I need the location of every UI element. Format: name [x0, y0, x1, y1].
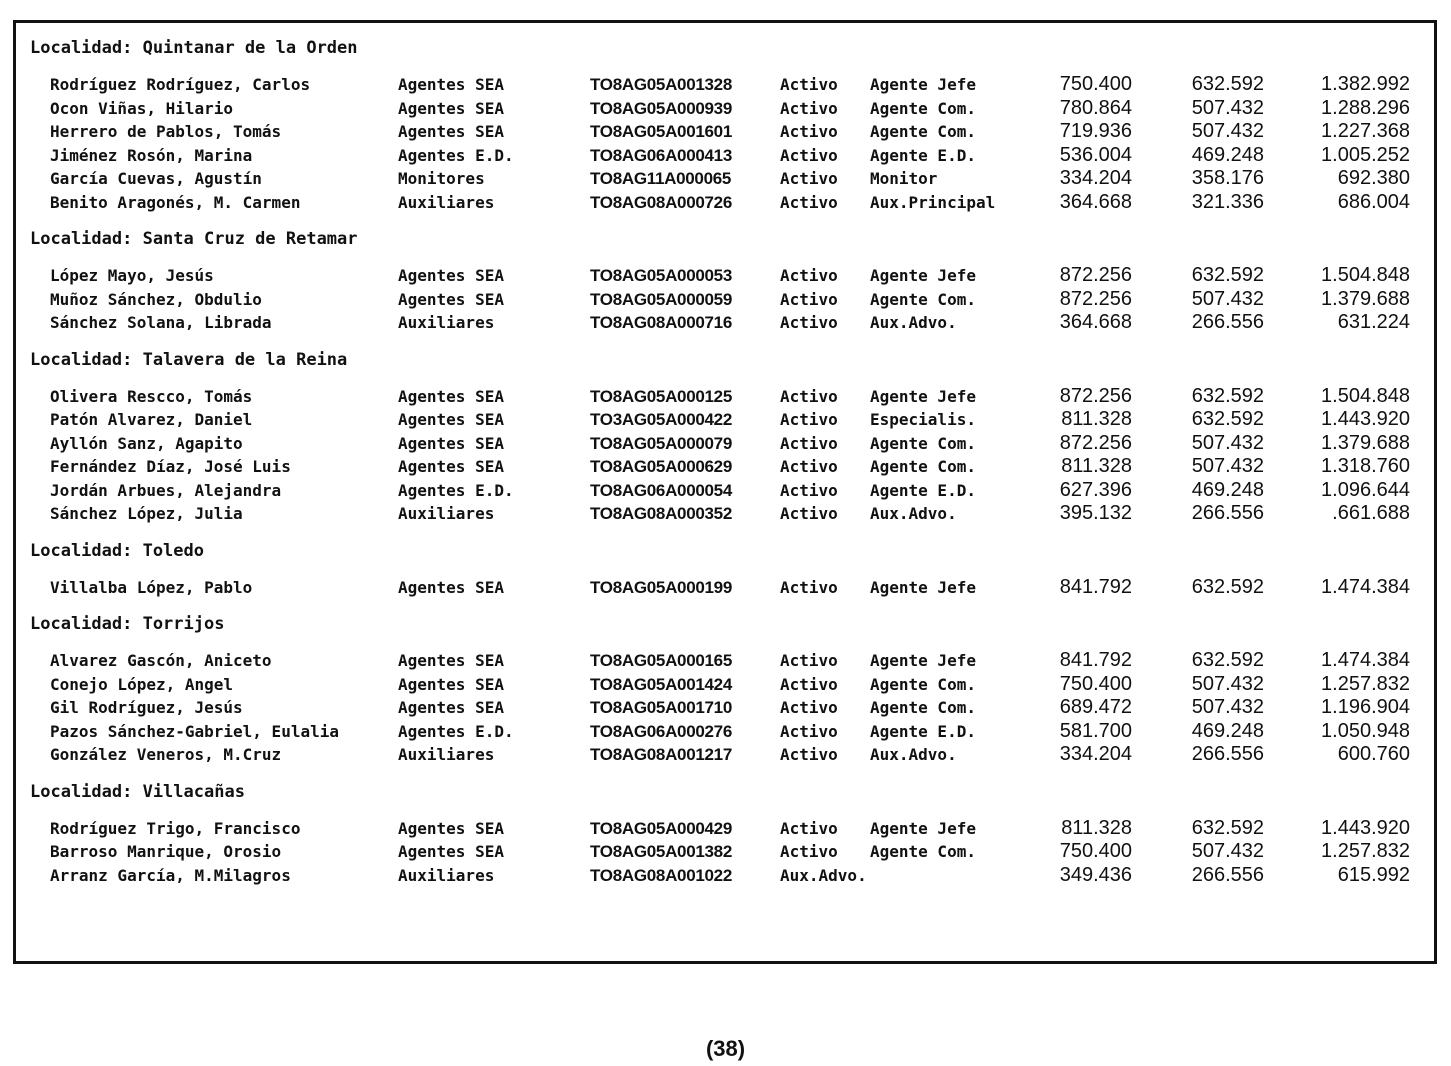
amount-total: 1.318.760 — [1321, 455, 1410, 477]
amount-supplement: 469.248 — [1191, 143, 1264, 166]
employee-name: Arranz García, M.Milagros — [50, 865, 291, 885]
employee-name: Alvarez Gascón, Aniceto — [50, 651, 272, 670]
job-title: Especialis. — [870, 410, 976, 429]
job-title: Agente E.D. — [870, 721, 976, 741]
amount-supplement: 321.336 — [1191, 190, 1264, 213]
table-row — [30, 432, 1430, 456]
employee-name: Fernández Díaz, José Luis — [50, 457, 291, 476]
amount-base: 841.792 — [1059, 649, 1132, 671]
employee-name: Herrero de Pablos, Tomás — [50, 122, 282, 141]
employment-status: Activo — [780, 433, 838, 453]
employment-status: Activo — [780, 386, 838, 406]
position-code: TO8AG05A000199 — [590, 577, 732, 597]
position-code: TO8AG08A001217 — [590, 745, 732, 764]
amount-total: 1.257.832 — [1321, 840, 1410, 862]
amount-base: 349.436 — [1059, 863, 1132, 886]
amount-total: 1.382.992 — [1321, 73, 1410, 95]
amount-base: 364.668 — [1059, 311, 1132, 333]
position-code: TO8AG05A000125 — [590, 386, 732, 406]
table-row — [30, 840, 1430, 864]
amount-supplement: 632.592 — [1191, 816, 1264, 839]
amount-total: 600.760 — [1337, 743, 1410, 765]
job-title: Agente Jefe — [870, 818, 976, 838]
table-row — [30, 167, 1430, 191]
job-title: Agente Jefe — [870, 266, 976, 285]
employment-status: Activo — [780, 674, 838, 694]
employee-name: Sánchez López, Julia — [50, 504, 243, 523]
locality-heading: Localidad: Quintanar de la Orden — [30, 38, 358, 58]
staff-group: Agentes SEA — [398, 98, 504, 118]
locality-rows — [30, 817, 1430, 888]
position-code: TO8AG06A000276 — [590, 721, 732, 741]
amount-total: 1.504.848 — [1321, 264, 1410, 286]
locality-heading: Localidad: Toledo — [30, 540, 204, 561]
employment-status: Activo — [780, 651, 838, 670]
position-code: TO8AG05A001382 — [590, 842, 732, 861]
amount-supplement: 507.432 — [1191, 96, 1264, 119]
job-title: Aux.Advo. — [870, 504, 957, 523]
employee-name: Gil Rodríguez, Jesús — [50, 698, 243, 717]
amount-supplement: 266.556 — [1191, 311, 1264, 333]
table-row — [30, 673, 1430, 697]
job-title: Agente E.D. — [870, 145, 976, 165]
employee-name: Jiménez Rosón, Marina — [50, 145, 253, 165]
staff-group: Auxiliares — [398, 745, 495, 764]
staff-group: Agentes SEA — [398, 289, 504, 309]
employee-name: Pazos Sánchez-Gabriel, Eulalia — [50, 721, 339, 741]
amount-base: 841.792 — [1059, 575, 1132, 598]
staff-group: Agentes SEA — [398, 651, 504, 670]
table-row — [30, 191, 1430, 215]
amount-supplement: 632.592 — [1191, 384, 1264, 407]
employee-name: Sánchez Solana, Librada — [50, 313, 272, 332]
job-title: Agente Com. — [870, 842, 976, 861]
amount-supplement: 632.592 — [1191, 408, 1264, 430]
job-title: Agente Com. — [870, 457, 976, 476]
staff-group: Agentes E.D. — [398, 721, 514, 741]
amount-total: 1.227.368 — [1321, 120, 1410, 142]
amount-total: 1.474.384 — [1321, 649, 1410, 671]
staff-group: Agentes SEA — [398, 818, 504, 838]
locality-rows — [30, 576, 1430, 600]
job-title: Agente Com. — [870, 674, 976, 694]
position-code: TO3AG05A000422 — [590, 410, 732, 429]
table-row — [30, 743, 1430, 767]
amount-total: 692.380 — [1337, 167, 1410, 189]
staff-group: Agentes SEA — [398, 457, 504, 476]
table-row — [30, 817, 1430, 841]
locality-rows — [30, 649, 1430, 767]
job-title: Agente Com. — [870, 122, 976, 141]
amount-total: 1.504.848 — [1321, 384, 1410, 407]
employee-name: Ayllón Sanz, Agapito — [50, 433, 243, 453]
employment-status: Activo — [780, 75, 838, 94]
job-title: Aux.Principal — [870, 192, 996, 212]
employment-status: Activo — [780, 122, 838, 141]
amount-base: 780.864 — [1059, 96, 1132, 119]
table-row — [30, 696, 1430, 720]
position-code: TO8AG06A000413 — [590, 145, 732, 165]
employee-name: Ocon Viñas, Hilario — [50, 98, 234, 118]
job-title: Agente Jefe — [870, 386, 976, 406]
position-code: TO8AG08A000726 — [590, 192, 732, 212]
employment-status: Activo — [780, 289, 838, 309]
amount-total: .661.688 — [1332, 502, 1410, 524]
table-row — [30, 97, 1430, 121]
employment-status: Activo — [780, 313, 838, 332]
position-code: TO8AG05A001601 — [590, 122, 732, 141]
amount-supplement: 507.432 — [1191, 840, 1264, 862]
table-row — [30, 864, 1430, 888]
amount-base: 334.204 — [1059, 743, 1132, 765]
employee-name: Benito Aragonés, M. Carmen — [50, 192, 301, 212]
amount-base: 536.004 — [1059, 143, 1132, 166]
amount-supplement: 507.432 — [1191, 672, 1264, 695]
staff-group: Agentes SEA — [398, 842, 504, 861]
locality-heading: Localidad: Santa Cruz de Retamar — [30, 229, 358, 249]
amount-total: 1.379.688 — [1321, 287, 1410, 310]
job-title: Agente Com. — [870, 698, 976, 717]
table-row — [30, 720, 1430, 744]
employment-status: Activo — [780, 577, 838, 597]
amount-supplement: 469.248 — [1191, 719, 1264, 742]
table-row — [30, 455, 1430, 479]
amount-total: 1.443.920 — [1321, 408, 1410, 430]
staff-group: Agentes SEA — [398, 386, 504, 406]
job-title: Aux.Advo. — [870, 313, 957, 332]
staff-group: Agentes SEA — [398, 122, 504, 141]
amount-total: 1.257.832 — [1321, 672, 1410, 695]
amount-supplement: 632.592 — [1191, 264, 1264, 286]
employment-status: Aux.Advo. — [780, 865, 867, 885]
amount-base: 811.328 — [1061, 816, 1132, 839]
position-code: TO8AG05A000059 — [590, 289, 732, 309]
staff-group: Agentes SEA — [398, 75, 504, 94]
amount-base: 811.328 — [1061, 455, 1132, 477]
amount-total: 615.992 — [1337, 863, 1410, 886]
employment-status: Activo — [780, 410, 838, 429]
job-title: Aux.Advo. — [870, 745, 957, 764]
employee-name: Jordán Arbues, Alejandra — [50, 480, 282, 500]
amount-total: 1.288.296 — [1321, 96, 1410, 119]
amount-base: 689.472 — [1059, 696, 1132, 718]
table-row — [30, 144, 1430, 168]
job-title: Agente Jefe — [870, 577, 976, 597]
position-code: TO8AG06A000054 — [590, 480, 732, 500]
table-row — [30, 264, 1430, 288]
employment-status: Activo — [780, 98, 838, 118]
personnel-listing — [30, 35, 1430, 899]
table-row — [30, 479, 1430, 503]
table-row — [30, 502, 1430, 526]
amount-base: 719.936 — [1059, 120, 1132, 142]
employee-name: Olivera Rescco, Tomás — [50, 386, 253, 406]
amount-base: 872.256 — [1059, 287, 1132, 310]
employee-name: García Cuevas, Agustín — [50, 169, 262, 188]
amount-total: 1.050.948 — [1321, 719, 1410, 742]
amount-base: 627.396 — [1059, 478, 1132, 501]
employee-name: Barroso Manrique, Orosio — [50, 842, 282, 861]
amount-supplement: 358.176 — [1191, 167, 1264, 189]
table-row — [30, 73, 1430, 97]
locality-heading: Localidad: Villacañas — [30, 781, 245, 802]
staff-group: Agentes E.D. — [398, 145, 514, 165]
page-number: (38) — [705, 1036, 746, 1061]
staff-group: Agentes SEA — [398, 266, 504, 285]
amount-total: 1.005.252 — [1321, 143, 1410, 166]
employee-name: López Mayo, Jesús — [50, 266, 214, 285]
staff-group: Agentes SEA — [398, 577, 504, 597]
job-title: Agente Jefe — [870, 75, 976, 94]
amount-total: 686.004 — [1337, 190, 1410, 213]
employment-status: Activo — [780, 266, 838, 285]
job-title: Agente Com. — [870, 289, 976, 309]
table-row — [30, 385, 1430, 409]
table-row — [30, 120, 1430, 144]
staff-group: Auxiliares — [398, 865, 495, 885]
amount-total: 1.096.644 — [1321, 478, 1410, 501]
amount-total: 1.474.384 — [1321, 575, 1410, 598]
position-code: TO8AG08A000716 — [590, 313, 732, 332]
amount-base: 750.400 — [1059, 840, 1132, 862]
position-code: TO8AG05A000629 — [590, 457, 732, 476]
table-row — [30, 576, 1430, 600]
staff-group: Monitores — [398, 169, 485, 188]
job-title: Agente Com. — [870, 433, 976, 453]
table-row — [30, 311, 1430, 335]
amount-base: 395.132 — [1059, 502, 1132, 524]
employee-name: Conejo López, Angel — [50, 674, 234, 694]
position-code: TO8AG05A000429 — [590, 818, 732, 838]
employment-status: Activo — [780, 842, 838, 861]
amount-supplement: 469.248 — [1191, 478, 1264, 501]
amount-base: 811.328 — [1061, 408, 1132, 430]
employment-status: Activo — [780, 145, 838, 165]
employee-name: Rodríguez Rodríguez, Carlos — [50, 75, 311, 94]
amount-supplement: 632.592 — [1191, 575, 1264, 598]
locality-heading: Localidad: Talavera de la Reina — [30, 349, 348, 370]
employment-status: Activo — [780, 457, 838, 476]
amount-supplement: 632.592 — [1191, 73, 1264, 95]
staff-group: Agentes SEA — [398, 698, 504, 717]
amount-supplement: 266.556 — [1191, 743, 1264, 765]
amount-supplement: 266.556 — [1191, 502, 1264, 524]
amount-supplement: 632.592 — [1191, 649, 1264, 671]
job-title: Agente Jefe — [870, 651, 976, 670]
staff-group: Agentes SEA — [398, 674, 504, 694]
amount-base: 364.668 — [1059, 190, 1132, 213]
locality-rows — [30, 73, 1430, 214]
amount-base: 334.204 — [1059, 167, 1132, 189]
employee-name: González Veneros, M.Cruz — [50, 745, 282, 764]
position-code: TO8AG11A000065 — [590, 169, 732, 188]
amount-base: 872.256 — [1059, 384, 1132, 407]
table-row — [30, 408, 1430, 432]
employment-status: Activo — [780, 721, 838, 741]
locality-heading: Localidad: Torrijos — [30, 614, 225, 634]
position-code: TO8AG05A000165 — [590, 651, 732, 670]
employment-status: Activo — [780, 818, 838, 838]
staff-group: Auxiliares — [398, 504, 495, 523]
employment-status: Activo — [780, 504, 838, 523]
employment-status: Activo — [780, 169, 838, 188]
amount-supplement: 507.432 — [1191, 696, 1264, 718]
table-row — [30, 649, 1430, 673]
amount-base: 750.400 — [1059, 73, 1132, 95]
staff-group: Auxiliares — [398, 313, 495, 332]
amount-base: 750.400 — [1059, 672, 1132, 695]
staff-group: Agentes SEA — [398, 410, 504, 429]
staff-group: Agentes SEA — [398, 433, 504, 453]
amount-supplement: 507.432 — [1191, 120, 1264, 142]
amount-total: 1.443.920 — [1321, 816, 1410, 839]
amount-total: 1.379.688 — [1321, 431, 1410, 454]
employment-status: Activo — [780, 192, 838, 212]
position-code: TO8AG05A001710 — [590, 698, 732, 717]
staff-group: Auxiliares — [398, 192, 495, 212]
amount-supplement: 507.432 — [1191, 431, 1264, 454]
employee-name: Patón Alvarez, Daniel — [50, 410, 253, 429]
job-title: Agente Com. — [870, 98, 976, 118]
locality-rows — [30, 385, 1430, 526]
position-code: TO8AG08A000352 — [590, 504, 732, 523]
document-frame — [13, 20, 1437, 964]
employee-name: Rodríguez Trigo, Francisco — [50, 818, 301, 838]
table-row — [30, 288, 1430, 312]
position-code: TO8AG08A001022 — [590, 865, 732, 885]
amount-supplement: 266.556 — [1191, 863, 1264, 886]
position-code: TO8AG05A000053 — [590, 266, 732, 285]
position-code: TO8AG05A001328 — [590, 75, 732, 94]
position-code: TO8AG05A001424 — [590, 674, 732, 694]
staff-group: Agentes E.D. — [398, 480, 514, 500]
locality-rows — [30, 264, 1430, 335]
amount-base: 581.700 — [1059, 719, 1132, 742]
amount-base: 872.256 — [1059, 264, 1132, 286]
employee-name: Villalba López, Pablo — [50, 577, 253, 597]
employment-status: Activo — [780, 480, 838, 500]
amount-total: 631.224 — [1337, 311, 1410, 333]
job-title: Agente E.D. — [870, 480, 976, 500]
job-title: Monitor — [870, 169, 938, 188]
position-code: TO8AG05A000939 — [590, 98, 732, 118]
amount-base: 872.256 — [1059, 431, 1132, 454]
employee-name: Muñoz Sánchez, Obdulio — [50, 289, 262, 309]
employment-status: Activo — [780, 698, 838, 717]
amount-supplement: 507.432 — [1191, 287, 1264, 310]
position-code: TO8AG05A000079 — [590, 433, 732, 453]
amount-supplement: 507.432 — [1191, 455, 1264, 477]
amount-total: 1.196.904 — [1321, 696, 1410, 718]
employment-status: Activo — [780, 745, 838, 764]
